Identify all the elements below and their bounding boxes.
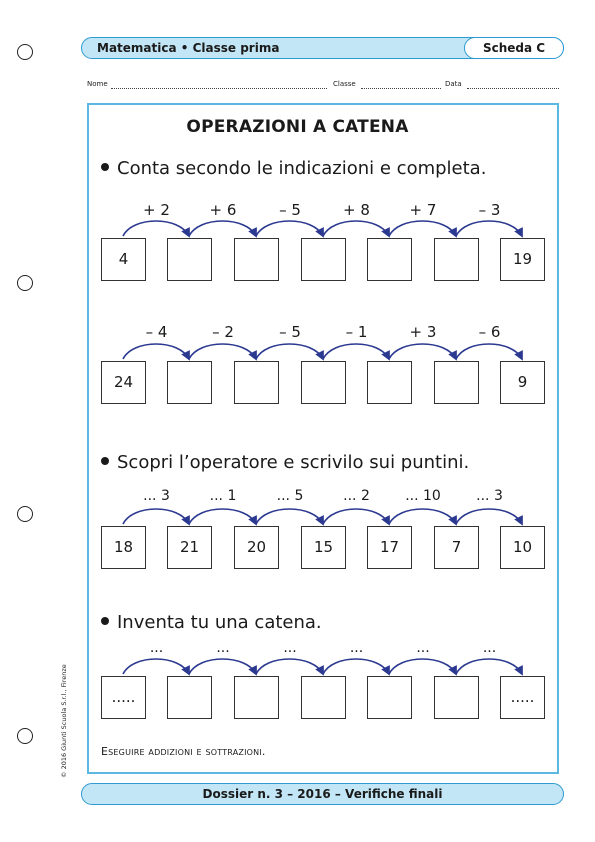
class-label: Classe xyxy=(333,80,356,88)
chain-operator-label: – 3 xyxy=(478,201,501,219)
chain-operator-label: – 5 xyxy=(279,201,301,219)
chain-box[interactable] xyxy=(167,676,212,719)
chain-box[interactable] xyxy=(367,361,412,404)
chain-operator-label: + 6 xyxy=(209,201,237,219)
chain-box[interactable] xyxy=(367,238,412,281)
chain-box: 24 xyxy=(101,361,146,404)
binder-hole-4 xyxy=(17,728,33,744)
name-field[interactable] xyxy=(111,88,327,89)
chain-box[interactable] xyxy=(434,238,479,281)
chain-box[interactable] xyxy=(234,361,279,404)
chain-operator-label[interactable]: ... xyxy=(149,640,164,656)
chain-operator-label: + 7 xyxy=(409,201,437,219)
chain-box[interactable] xyxy=(434,361,479,404)
class-field[interactable] xyxy=(361,88,441,89)
chain-operator-label[interactable]: ... 3 xyxy=(143,488,170,504)
chain-box: 4 xyxy=(101,238,146,281)
chain-operator-label: + 2 xyxy=(143,201,170,219)
footnote: Eseguire addizioni e sottrazioni. xyxy=(101,745,266,758)
chain-box[interactable] xyxy=(367,676,412,719)
binder-hole-2 xyxy=(17,275,33,291)
chain-operator-label[interactable]: ... 2 xyxy=(343,488,370,504)
name-row xyxy=(87,80,559,92)
instruction-invent xyxy=(101,612,322,633)
chain-box[interactable] xyxy=(167,238,212,281)
bullet-icon xyxy=(101,163,109,171)
date-field[interactable] xyxy=(467,88,559,89)
chain-operator-label[interactable]: ... xyxy=(349,640,364,656)
name-label: Nome xyxy=(87,80,108,88)
chain-box: 9 xyxy=(500,361,545,404)
chain-operator-label: – 2 xyxy=(212,323,234,341)
chain-operator-label: + 3 xyxy=(409,323,437,341)
chain-box: 21 xyxy=(167,526,212,569)
instruction-text: Scopri l’operatore e scrivilo sui puntini. xyxy=(117,452,470,473)
footer-bar: Dossier n. 3 – 2016 – Verifiche finali xyxy=(81,783,564,805)
chain-box: 7 xyxy=(434,526,479,569)
chain-operator-label[interactable]: ... xyxy=(216,640,230,656)
chain-operator-label: + 8 xyxy=(343,201,370,219)
instruction-count xyxy=(101,158,486,179)
binder-hole-3 xyxy=(17,506,33,522)
instruction-operator xyxy=(101,452,469,473)
chain-box[interactable]: ..... xyxy=(101,676,146,719)
chain-operator-label[interactable]: ... 10 xyxy=(405,488,441,504)
sheet-label: Scheda C xyxy=(464,37,564,59)
binder-hole-1 xyxy=(17,44,33,60)
chain-operator-label: – 5 xyxy=(279,323,301,341)
chain-box[interactable] xyxy=(301,238,346,281)
chain-box[interactable] xyxy=(234,238,279,281)
chain-box: 19 xyxy=(500,238,545,281)
chain-operator-label[interactable]: ... xyxy=(283,640,297,656)
chain-operator-label[interactable]: ... xyxy=(416,640,430,656)
bullet-icon xyxy=(101,617,109,625)
chain-box[interactable] xyxy=(301,361,346,404)
instruction-text: Inventa tu una catena. xyxy=(117,612,322,633)
chain-box: 15 xyxy=(301,526,346,569)
chain-box: 18 xyxy=(101,526,146,569)
chain-operator-label[interactable]: ... 1 xyxy=(209,488,237,504)
worksheet-title: OPERAZIONI A CATENA xyxy=(186,117,409,137)
chain-box[interactable] xyxy=(234,676,279,719)
copyright: © 2016 Giunti Scuola S.r.l., Firenze xyxy=(60,664,68,778)
chain-operator-label[interactable]: ... xyxy=(482,640,497,656)
chain-box: 20 xyxy=(234,526,279,569)
chain-box: 17 xyxy=(367,526,412,569)
bullet-icon xyxy=(101,457,109,465)
chain-operator-label: – 6 xyxy=(478,323,501,341)
date-label: Data xyxy=(445,80,462,88)
chain-box[interactable] xyxy=(167,361,212,404)
chain-operator-label: – 1 xyxy=(345,323,368,341)
chain-box[interactable]: ..... xyxy=(500,676,545,719)
chain-operator-label[interactable]: ... 5 xyxy=(276,488,304,504)
chain-box: 10 xyxy=(500,526,545,569)
chain-operator-label[interactable]: ... 3 xyxy=(476,488,503,504)
chain-box[interactable] xyxy=(301,676,346,719)
chain-box[interactable] xyxy=(434,676,479,719)
instruction-text: Conta secondo le indicazioni e completa. xyxy=(117,158,487,179)
chain-operator-label: – 4 xyxy=(145,323,168,341)
header-bar xyxy=(81,37,564,59)
subject-title: Matematica • Classe prima xyxy=(97,41,280,55)
